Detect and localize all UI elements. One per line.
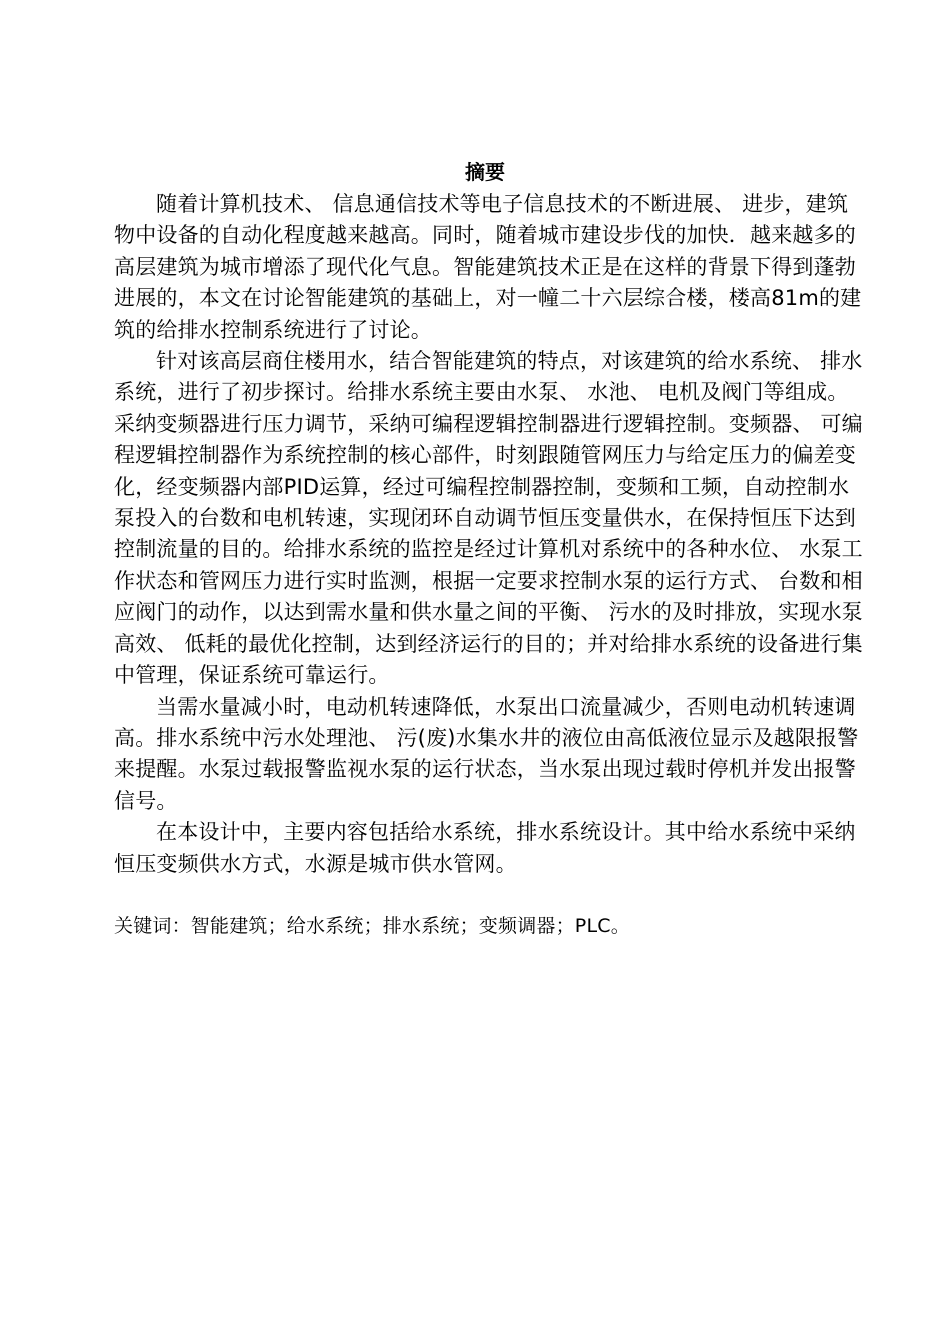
abstract-paragraph-2: 针对该高层商住楼用水，结合智能建筑的特点，对该建筑的给水系统、 排水系统，进行了初步探讨。给排水系统主要由水泵、 水池、 电机及阀门等组成。采纳变频器进行压力调节，采纳可编程逻辑控制器进行逻辑控制。变频器、 可编程逻辑控制器作为系统控制的核心部件，时刻跟随管网压力与给定压力的偏差变化，经变频器内部PID运算，经过可编程控制器控制，变频和工频，自动控制水泵投入的台数和电机转速，实现闭环自动调节恒压变量供水，在保持恒压下达到控制流量的目的。给排水系统的监控是经过计算机对系统中的各种水位、 水泵工作状态和管网压力进行实时监测，根据一定要求控制水泵的运行方式、 台数和相应阀门的动作，以达到需水量和供水量之间的平衡、 污水的及时排放，实现水泵高效、 低耗的最优化控制，达到经济运行的目的；并对给排水系统的设备进行集中管理，保证系统可靠运行。 xyxy=(114,349,863,688)
abstract-paragraph-1: 随着计算机技术、 信息通信技术等电子信息技术的不断进展、 进步，建筑物中设备的自动化程度越来越高。同时，随着城市建设步伐的加快．越来越多的高层建筑为城市增添了现代化气息。智能建筑技术正是在这样的背景下得到蓬勃进展的，本文在讨论智能建筑的基础上，对一幢二十六层综合楼，楼高81m的建筑的给排水控制系统进行了讨论。 xyxy=(114,192,862,342)
abstract-paragraph-4: 在本设计中，主要内容包括给水系统，排水系统设计。其中给水系统中采纳恒压变频供水方式，水源是城市供水管网。 xyxy=(114,820,856,876)
abstract-title: 摘要 xyxy=(465,160,505,184)
keywords-line: 关键词：智能建筑；给水系统；排水系统；变频调器；PLC。 xyxy=(114,914,630,937)
abstract-paragraph-3: 当需水量减小时，电动机转速降低，水泵出口流量减少，否则电动机转速调高。排水系统中污水处理池、 污(废)水集水井的液位由高低液位显示及越限报警来提醒。水泵过载报警监视水泵的运行状态，当水泵出现过载时停机并发出报警信号。 xyxy=(114,694,859,813)
document-page xyxy=(114,155,864,941)
